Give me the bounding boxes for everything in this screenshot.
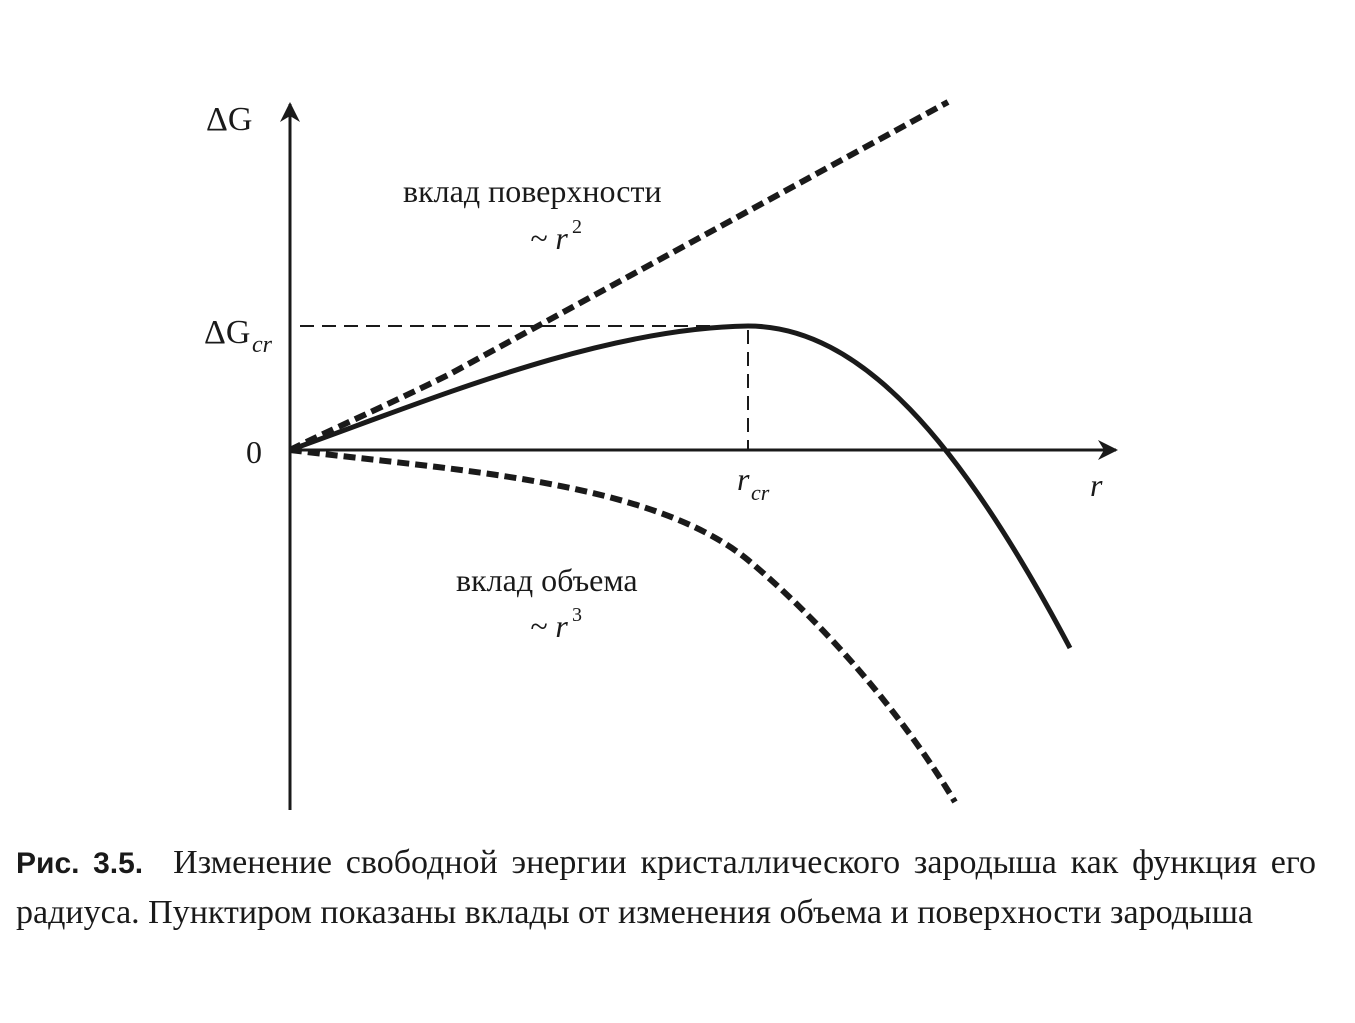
volume-label: вклад объема — [456, 562, 638, 598]
surface-contribution-curve — [290, 102, 948, 450]
surface-label: вклад поверхности — [403, 173, 662, 209]
caption-label: Рис. 3.5. — [16, 847, 144, 880]
critical-radius-label-base: r — [737, 461, 750, 497]
volume-contribution-curve — [290, 450, 955, 802]
caption-text: Изменение свободной энергии кристаллического зародыша как функция его радиуса. Пунктиром показаны вклады от изменения объема и поверхности зародыша — [16, 844, 1316, 931]
volume-scaling: ~ r — [530, 608, 568, 644]
critical-energy-label-sub: cr — [252, 332, 272, 358]
surface-scaling-power: 2 — [572, 216, 582, 238]
critical-radius-label-sub: cr — [751, 480, 770, 505]
surface-scaling: ~ r — [530, 220, 568, 256]
surface-annotation — [403, 173, 662, 256]
critical-radius-label — [737, 461, 770, 505]
volume-annotation — [456, 562, 638, 644]
y-axis-label: ΔG — [206, 101, 253, 138]
total-energy-curve — [290, 326, 1070, 648]
origin-label: 0 — [246, 434, 262, 470]
volume-scaling-power: 3 — [572, 604, 582, 626]
critical-energy-label — [204, 314, 273, 358]
critical-energy-label-base: ΔG — [204, 314, 251, 351]
figure-caption — [16, 838, 1316, 937]
x-axis-label: r — [1090, 467, 1103, 503]
